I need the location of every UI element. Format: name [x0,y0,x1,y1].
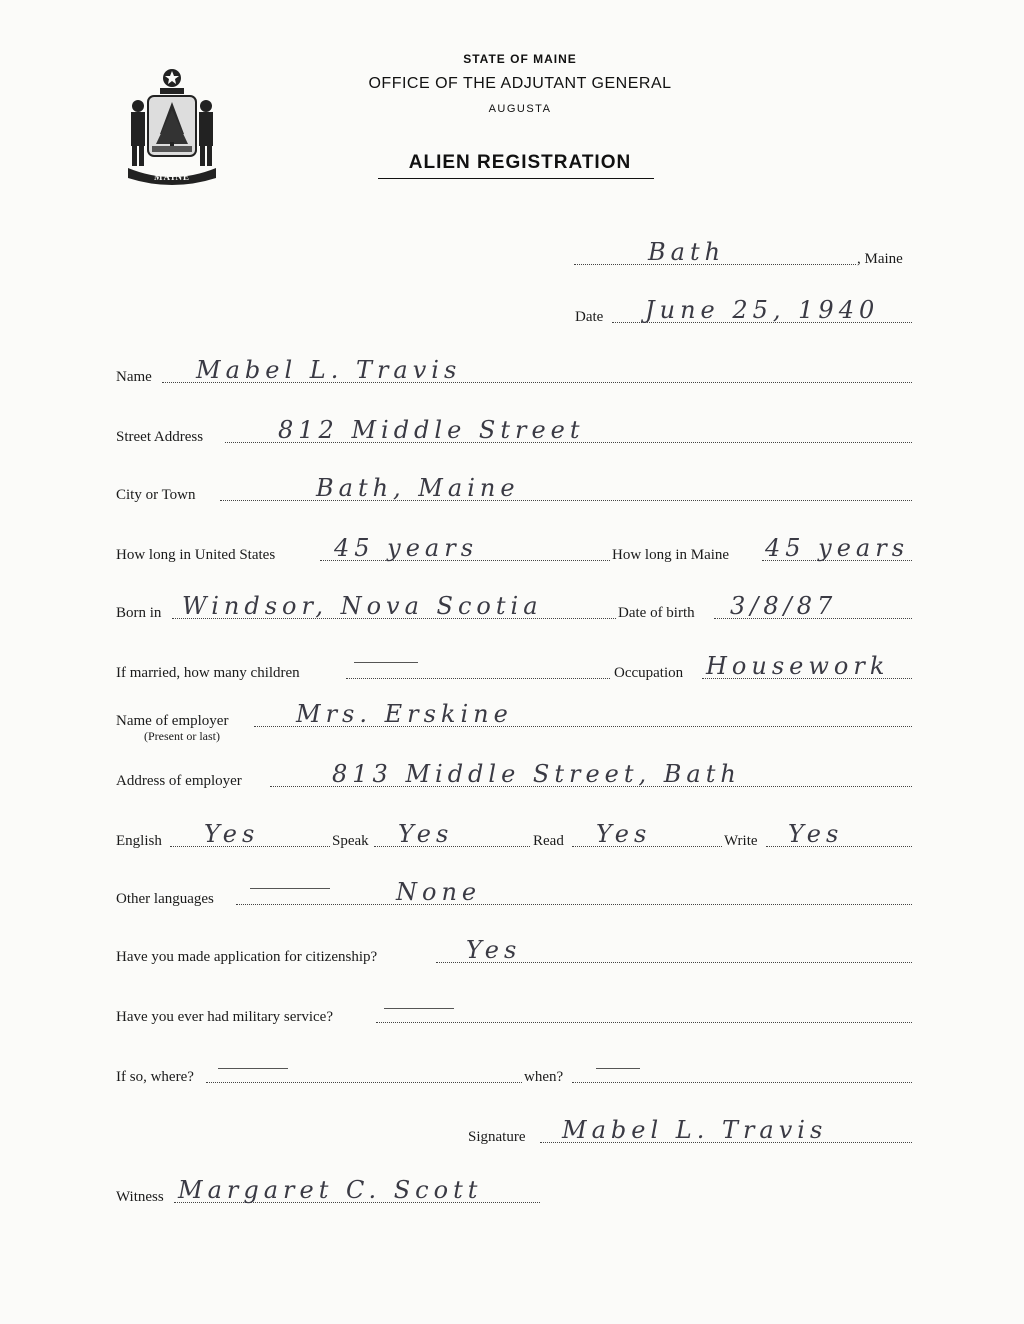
employer-address-row [0,760,1024,790]
name-value[interactable]: Mabel L. Travis [196,356,462,384]
date-row [0,296,1024,326]
place-row [0,238,1024,268]
witness-row [0,1176,1024,1206]
employer-row [0,700,1024,730]
employer-value[interactable]: Mrs. Erskine [296,700,513,728]
other-languages-label: Other languages [116,891,214,907]
born-in-label: Born in [116,605,162,621]
english-value[interactable]: Yes [204,820,260,848]
street-address-value[interactable]: 812 Middle Street [278,416,585,444]
signature-value[interactable]: Mabel L. Travis [562,1116,828,1144]
name-label: Name [116,369,152,385]
witness-value[interactable]: Margaret C. Scott [178,1176,483,1204]
date-of-birth-value[interactable]: 3/8/87 [730,592,838,620]
language-ability-row [0,820,1024,850]
family-row [0,652,1024,682]
other-languages-value[interactable]: None [396,878,482,906]
maine-state-seal [118,64,226,188]
born-in-value[interactable]: Windsor, Nova Scotia [182,592,543,620]
header-office: OFFICE OF THE ADJUTANT GENERAL [368,75,672,92]
employer-sublabel: (Present or last) [144,729,220,743]
how-long-us-value[interactable]: 45 years [334,534,479,562]
military-label: Have you ever had military service? [116,1009,333,1025]
employer-label: Name of employer [116,713,229,729]
signature-label: Signature [468,1129,526,1145]
if-so-where-dash [218,1068,288,1069]
signature-row [0,1116,1024,1146]
residency-row [0,534,1024,564]
how-long-us-label: How long in United States [116,547,276,563]
seal-text: MAINE [154,172,190,182]
date-label: Date [575,309,604,325]
street-address-label: Street Address [116,429,204,445]
citizenship-row [0,936,1024,966]
write-value[interactable]: Yes [788,820,844,848]
date-of-birth-label: Date of birth [618,605,695,621]
title-underline [378,178,654,179]
city-row [0,474,1024,504]
married-children-label: If married, how many children [116,665,300,681]
city-value[interactable]: Bath, Maine [316,474,520,502]
military-dash [384,1008,454,1009]
date-value[interactable]: June 25, 1940 [645,296,880,324]
service-details-row [0,1062,1024,1086]
speak-value[interactable]: Yes [398,820,454,848]
english-label: English [116,833,162,849]
occupation-label: Occupation [614,665,684,681]
read-label: Read [533,833,564,849]
occupation-value[interactable]: Housework [706,652,890,680]
form-title: ALIEN REGISTRATION [408,152,632,173]
when-dash [596,1068,640,1069]
how-long-maine-value[interactable]: 45 years [765,534,910,562]
other-languages-dash [250,888,330,889]
other-languages-row [0,878,1024,908]
how-long-maine-label: How long in Maine [612,547,730,563]
if-so-where-label: If so, where? [116,1069,194,1085]
name-row [0,356,1024,386]
employer-address-label: Address of employer [116,773,242,789]
place-suffix: , Maine [857,251,903,267]
employer-address-value[interactable]: 813 Middle Street, Bath [332,760,741,788]
military-row [0,1002,1024,1026]
header-state: STATE OF MAINE [463,52,577,66]
when-label: when? [524,1069,564,1085]
header-city: AUGUSTA [488,103,552,115]
witness-label: Witness [116,1189,164,1205]
citizenship-label: Have you made application for citizenship? [116,949,378,965]
citizenship-value[interactable]: Yes [466,936,522,964]
speak-label: Speak [332,833,369,849]
city-label: City or Town [116,487,196,503]
read-value[interactable]: Yes [596,820,652,848]
street-address-row [0,416,1024,446]
write-label: Write [724,833,758,849]
place-value[interactable]: Bath [648,238,726,266]
married-children-dash [354,662,418,663]
birth-row [0,592,1024,622]
